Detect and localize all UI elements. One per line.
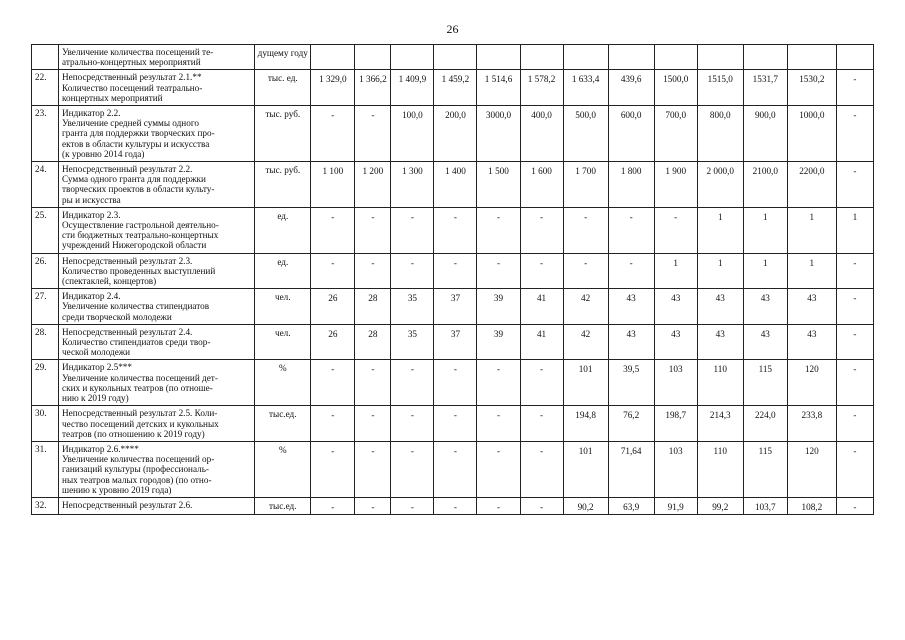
value-cell: - <box>311 207 355 253</box>
value-cell: - <box>311 253 355 289</box>
indicator-name-line: ганизаций культуры (профессиональ- <box>62 464 209 475</box>
value-cell: 2200,0 <box>787 162 836 208</box>
indicator-name-line: творческих проектов в области культу- <box>62 184 215 195</box>
value-cell: 28 <box>355 324 391 360</box>
value-cell: - <box>836 162 873 208</box>
value-cell: 28 <box>355 289 391 325</box>
indicator-name-line: театров (по отношению к 2019 году) <box>62 428 205 439</box>
value-cell: 1 <box>697 253 743 289</box>
page-number: 26 <box>446 22 459 36</box>
row-number-cell: 28. <box>32 324 59 360</box>
value-cell: 1 <box>654 253 697 289</box>
indicator-name-cell <box>59 45 255 70</box>
indicator-name-line: шению к уровню 2019 года) <box>62 484 172 495</box>
indicator-name-line: Непосредственный результат 2.4. <box>62 326 193 337</box>
indicator-name-line: Количество проведенных выступлений <box>62 265 216 276</box>
indicator-name-line: Индикатор 2.3. <box>62 209 121 220</box>
value-cell <box>391 45 434 70</box>
value-cell: 3000,0 <box>477 106 520 162</box>
indicator-name-cell <box>59 253 255 289</box>
value-cell: - <box>477 207 520 253</box>
value-cell: 233,8 <box>787 406 836 442</box>
table-row <box>32 360 874 406</box>
value-cell: 198,7 <box>654 406 697 442</box>
value-cell <box>697 45 743 70</box>
value-cell: 600,0 <box>608 106 654 162</box>
value-cell: 110 <box>697 360 743 406</box>
indicator-name-line: Увеличение количества посещений дет- <box>62 372 218 383</box>
value-cell: 43 <box>654 289 697 325</box>
value-cell: 115 <box>743 441 787 497</box>
value-cell: 1 <box>743 253 787 289</box>
table-row <box>32 106 874 162</box>
value-cell <box>787 45 836 70</box>
value-cell: 1 366,2 <box>355 70 391 106</box>
value-cell: 439,6 <box>608 70 654 106</box>
row-number-cell: 31. <box>32 441 59 497</box>
value-cell: 35 <box>391 324 434 360</box>
value-cell: 2100,0 <box>743 162 787 208</box>
indicator-name-line: Количество посещений театрально- <box>62 82 203 93</box>
indicator-name-line: ектов в области культуры и искусства <box>62 138 210 149</box>
value-cell: - <box>477 441 520 497</box>
value-cell: 1 200 <box>355 162 391 208</box>
table-row <box>32 406 874 442</box>
value-cell: 214,3 <box>697 406 743 442</box>
value-cell: 63,9 <box>608 497 654 514</box>
value-cell: 1 514,6 <box>477 70 520 106</box>
row-number-cell: 23. <box>32 106 59 162</box>
indicator-name-line: чество посещений детских и кукольных <box>62 418 219 429</box>
value-cell: - <box>654 207 697 253</box>
value-cell: - <box>434 253 477 289</box>
indicator-name-line: ных театров малых городов) (по отно- <box>62 474 212 485</box>
value-cell: 400,0 <box>520 106 563 162</box>
indicator-name-line: Осуществление гастрольной деятельно- <box>62 220 219 231</box>
unit-cell: чел. <box>255 289 311 325</box>
indicator-name-line: Увеличение количества посещений ор- <box>62 454 215 465</box>
value-cell: - <box>311 406 355 442</box>
indicator-name-line: сти бюджетных театрально-концертных <box>62 230 219 241</box>
indicator-name-line: учреждений Нижегородской области <box>62 240 207 251</box>
value-cell: 1 <box>836 207 873 253</box>
table-row <box>32 207 874 253</box>
value-cell: 1 633,4 <box>563 70 608 106</box>
indicator-name-cell <box>59 106 255 162</box>
row-number-cell: 24. <box>32 162 59 208</box>
table-row <box>32 162 874 208</box>
value-cell <box>743 45 787 70</box>
value-cell: 1 578,2 <box>520 70 563 106</box>
value-cell: - <box>391 207 434 253</box>
value-cell: 71,64 <box>608 441 654 497</box>
value-cell: 1531,7 <box>743 70 787 106</box>
value-cell: 42 <box>563 289 608 325</box>
value-cell: - <box>836 289 873 325</box>
value-cell: 1 100 <box>311 162 355 208</box>
value-cell: 1 800 <box>608 162 654 208</box>
value-cell: 1 459,2 <box>434 70 477 106</box>
value-cell: 120 <box>787 360 836 406</box>
value-cell: - <box>391 360 434 406</box>
unit-cell: % <box>255 441 311 497</box>
value-cell: - <box>355 207 391 253</box>
value-cell: - <box>520 253 563 289</box>
value-cell: - <box>477 406 520 442</box>
value-cell: 43 <box>608 324 654 360</box>
value-cell: 43 <box>697 324 743 360</box>
value-cell: 37 <box>434 324 477 360</box>
table-body <box>32 45 874 515</box>
value-cell: 1 700 <box>563 162 608 208</box>
value-cell: 76,2 <box>608 406 654 442</box>
table-row <box>32 441 874 497</box>
value-cell: 41 <box>520 289 563 325</box>
value-cell: - <box>434 441 477 497</box>
value-cell <box>520 45 563 70</box>
value-cell <box>654 45 697 70</box>
indicator-name-cell <box>59 70 255 106</box>
indicator-name-line: Увеличение средней суммы одного <box>62 118 199 129</box>
unit-cell: тыс. руб. <box>255 106 311 162</box>
value-cell: 1 400 <box>434 162 477 208</box>
value-cell: - <box>563 207 608 253</box>
indicator-name-cell <box>59 162 255 208</box>
value-cell: 41 <box>520 324 563 360</box>
value-cell: 35 <box>391 289 434 325</box>
indicator-name-line: ческой молодежи <box>62 347 131 358</box>
indicator-name-line: Увеличение количества стипендиатов <box>62 301 210 312</box>
indicator-name-line: Непосредственный результат 2.2. <box>62 164 193 175</box>
value-cell: 1 900 <box>654 162 697 208</box>
value-cell: - <box>391 253 434 289</box>
value-cell: - <box>391 406 434 442</box>
value-cell: 99,2 <box>697 497 743 514</box>
value-cell: - <box>836 253 873 289</box>
value-cell: 120 <box>787 441 836 497</box>
value-cell: - <box>520 497 563 514</box>
value-cell: - <box>391 497 434 514</box>
value-cell: 1500,0 <box>654 70 697 106</box>
indicator-name-line: Увеличение количества посещений те- <box>62 47 214 57</box>
indicator-name-line: Индикатор 2.6.**** <box>62 443 139 454</box>
value-cell: - <box>311 441 355 497</box>
value-cell <box>836 45 873 70</box>
value-cell: - <box>355 360 391 406</box>
value-cell: 37 <box>434 289 477 325</box>
value-cell <box>563 45 608 70</box>
row-number-cell: 26. <box>32 253 59 289</box>
value-cell: 1 <box>743 207 787 253</box>
value-cell: 43 <box>608 289 654 325</box>
indicator-name-cell <box>59 289 255 325</box>
table-row <box>32 45 874 70</box>
value-cell: 800,0 <box>697 106 743 162</box>
unit-cell: тыс. руб. <box>255 162 311 208</box>
indicator-name-line: атрально-концертных мероприятий <box>62 57 201 68</box>
value-cell: 2 000,0 <box>697 162 743 208</box>
indicator-name-line: ры и искусства <box>62 194 121 205</box>
indicator-name-cell <box>59 360 255 406</box>
value-cell: 103 <box>654 441 697 497</box>
value-cell: - <box>836 106 873 162</box>
indicator-name-line: (к уровню 2014 года) <box>62 148 145 159</box>
value-cell: - <box>391 441 434 497</box>
indicator-name-line: ских и кукольных театров (по отноше- <box>62 382 213 393</box>
indicator-name-line: Количество стипендиатов среди твор- <box>62 337 211 348</box>
value-cell: 1 329,0 <box>311 70 355 106</box>
value-cell: 43 <box>787 289 836 325</box>
value-cell: 39,5 <box>608 360 654 406</box>
value-cell <box>608 45 654 70</box>
value-cell: 1530,2 <box>787 70 836 106</box>
value-cell: - <box>477 497 520 514</box>
value-cell: 39 <box>477 289 520 325</box>
value-cell: - <box>311 360 355 406</box>
row-number-cell: 30. <box>32 406 59 442</box>
table-row <box>32 289 874 325</box>
value-cell: 90,2 <box>563 497 608 514</box>
table-row <box>32 324 874 360</box>
value-cell: 1000,0 <box>787 106 836 162</box>
indicator-name-line: нию к 2019 году) <box>62 393 129 404</box>
value-cell: - <box>520 360 563 406</box>
unit-cell: чел. <box>255 324 311 360</box>
indicator-name-line: Непосредственный результат 2.5. Коли- <box>62 408 218 419</box>
value-cell: 200,0 <box>434 106 477 162</box>
value-cell: - <box>434 360 477 406</box>
indicator-name-line: Сумма одного гранта для поддержки <box>62 174 206 185</box>
indicator-name-line: Непосредственный результат 2.1.** <box>62 72 202 83</box>
indicator-name-line: гранта для поддержки творческих про- <box>62 128 215 139</box>
value-cell: 500,0 <box>563 106 608 162</box>
unit-cell: тыс.ед. <box>255 406 311 442</box>
indicator-name-cell <box>59 497 255 514</box>
table-row <box>32 497 874 514</box>
value-cell: - <box>434 207 477 253</box>
row-number-cell: 27. <box>32 289 59 325</box>
value-cell: - <box>836 441 873 497</box>
indicator-name-line: среди творческой молодежи <box>62 311 172 322</box>
value-cell: - <box>836 324 873 360</box>
value-cell: 42 <box>563 324 608 360</box>
value-cell <box>434 45 477 70</box>
value-cell <box>355 45 391 70</box>
value-cell: 101 <box>563 441 608 497</box>
value-cell: 100,0 <box>391 106 434 162</box>
value-cell: 115 <box>743 360 787 406</box>
value-cell: 1 <box>787 207 836 253</box>
indicator-name-line: Непосредственный результат 2.3. <box>62 255 193 266</box>
row-number-cell: 29. <box>32 360 59 406</box>
row-number-cell: 22. <box>32 70 59 106</box>
value-cell: 1 300 <box>391 162 434 208</box>
value-cell: - <box>434 497 477 514</box>
value-cell: - <box>355 406 391 442</box>
indicator-name-line: (спектаклей, концертов) <box>62 276 157 287</box>
value-cell: 110 <box>697 441 743 497</box>
value-cell: - <box>608 207 654 253</box>
value-cell: 1 409,9 <box>391 70 434 106</box>
row-number-cell: 32. <box>32 497 59 514</box>
value-cell: 103,7 <box>743 497 787 514</box>
value-cell: - <box>520 207 563 253</box>
value-cell: 43 <box>654 324 697 360</box>
unit-cell: ед. <box>255 207 311 253</box>
value-cell: 1 600 <box>520 162 563 208</box>
indicator-name-cell <box>59 324 255 360</box>
unit-cell: % <box>255 360 311 406</box>
value-cell: - <box>355 441 391 497</box>
indicator-name-line: Индикатор 2.4. <box>62 291 121 302</box>
indicators-table <box>31 44 874 515</box>
indicator-name-cell <box>59 207 255 253</box>
value-cell: - <box>563 253 608 289</box>
value-cell: - <box>520 441 563 497</box>
value-cell: 1 <box>787 253 836 289</box>
value-cell: - <box>836 497 873 514</box>
indicator-name-line: Индикатор 2.5*** <box>62 362 132 373</box>
unit-cell: дущему году <box>255 45 311 70</box>
value-cell: 103 <box>654 360 697 406</box>
value-cell: - <box>434 406 477 442</box>
value-cell: - <box>836 406 873 442</box>
indicator-name-cell <box>59 441 255 497</box>
value-cell: 43 <box>787 324 836 360</box>
indicator-name-line: Непосредственный результат 2.6. <box>62 499 193 510</box>
row-number-cell <box>32 45 59 70</box>
value-cell: 1515,0 <box>697 70 743 106</box>
value-cell: - <box>311 497 355 514</box>
value-cell: 43 <box>743 324 787 360</box>
value-cell <box>311 45 355 70</box>
value-cell: - <box>477 360 520 406</box>
unit-cell: ед. <box>255 253 311 289</box>
value-cell: 26 <box>311 324 355 360</box>
value-cell: 26 <box>311 289 355 325</box>
value-cell: - <box>520 406 563 442</box>
value-cell: - <box>477 253 520 289</box>
indicator-name-cell <box>59 406 255 442</box>
value-cell: - <box>355 106 391 162</box>
value-cell: - <box>355 497 391 514</box>
value-cell: 194,8 <box>563 406 608 442</box>
value-cell: - <box>355 253 391 289</box>
value-cell <box>477 45 520 70</box>
value-cell: 39 <box>477 324 520 360</box>
value-cell: - <box>608 253 654 289</box>
value-cell: 91,9 <box>654 497 697 514</box>
value-cell: - <box>311 106 355 162</box>
row-number-cell: 25. <box>32 207 59 253</box>
table-row <box>32 253 874 289</box>
value-cell: 1 500 <box>477 162 520 208</box>
unit-cell: тыс. ед. <box>255 70 311 106</box>
value-cell: 900,0 <box>743 106 787 162</box>
indicator-name-line: концертных мероприятий <box>62 92 163 103</box>
value-cell: 101 <box>563 360 608 406</box>
value-cell: 224,0 <box>743 406 787 442</box>
value-cell: 108,2 <box>787 497 836 514</box>
value-cell: - <box>836 360 873 406</box>
value-cell: - <box>836 70 873 106</box>
unit-cell: тыс.ед. <box>255 497 311 514</box>
indicator-name-line: Индикатор 2.2. <box>62 108 121 119</box>
value-cell: 1 <box>697 207 743 253</box>
value-cell: 43 <box>743 289 787 325</box>
value-cell: 700,0 <box>654 106 697 162</box>
value-cell: 43 <box>697 289 743 325</box>
table-row <box>32 70 874 106</box>
